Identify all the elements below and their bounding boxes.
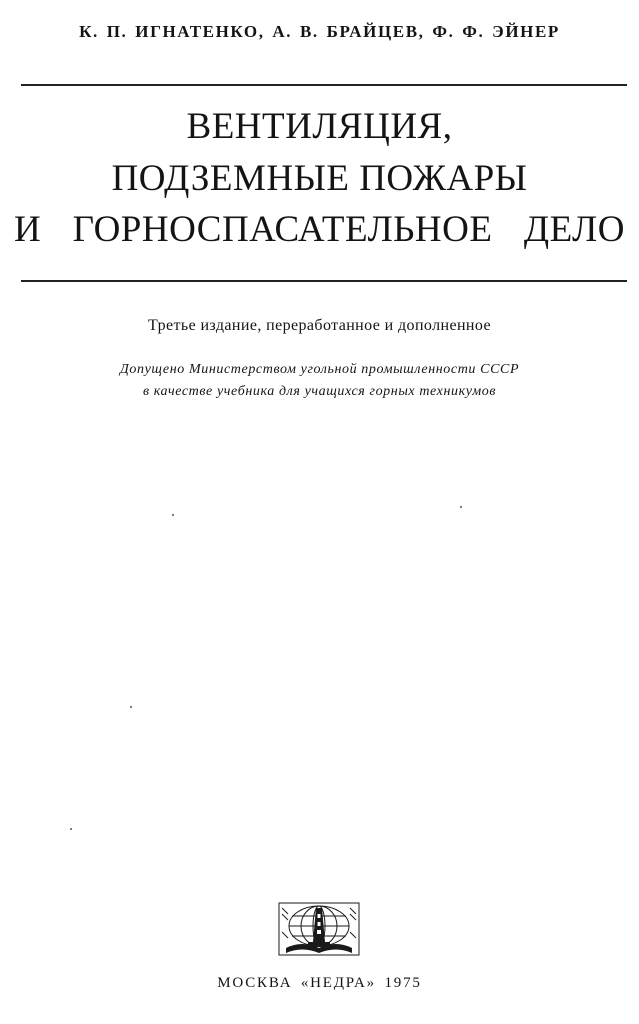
title-line-3-word-1: И <box>14 209 42 250</box>
scan-speck <box>130 706 132 708</box>
title-line-2: ПОДЗЕМНЫЕ ПОЖАРЫ <box>111 158 528 199</box>
publisher-logo-icon <box>278 902 360 956</box>
imprint: МОСКВА «НЕДРА» 1975 <box>217 975 422 991</box>
title-line-1: ВЕНТИЛЯЦИЯ, <box>186 106 453 147</box>
title-line-3-word-3: ДЕЛО <box>523 209 625 250</box>
title-line-3-word-2: ГОРНОСПАСАТЕЛЬНОЕ <box>72 209 493 250</box>
approval-line-2: в качестве учебника для учащихся горных техникумов <box>142 384 497 399</box>
scan-speck <box>172 514 174 516</box>
edition-note: Третье издание, переработанное и дополненное <box>148 317 491 334</box>
bottom-rule <box>21 280 627 282</box>
authors: К. П. ИГНАТЕНКО, А. В. БРАЙЦЕВ, Ф. Ф. ЭЙНЕР <box>79 22 560 41</box>
approval-line-1: Допущено Министерством угольной промышленности СССР <box>119 362 520 377</box>
scan-speck <box>460 506 462 508</box>
top-rule <box>21 84 627 86</box>
title-line-3 <box>14 211 625 248</box>
scan-speck <box>70 828 72 830</box>
